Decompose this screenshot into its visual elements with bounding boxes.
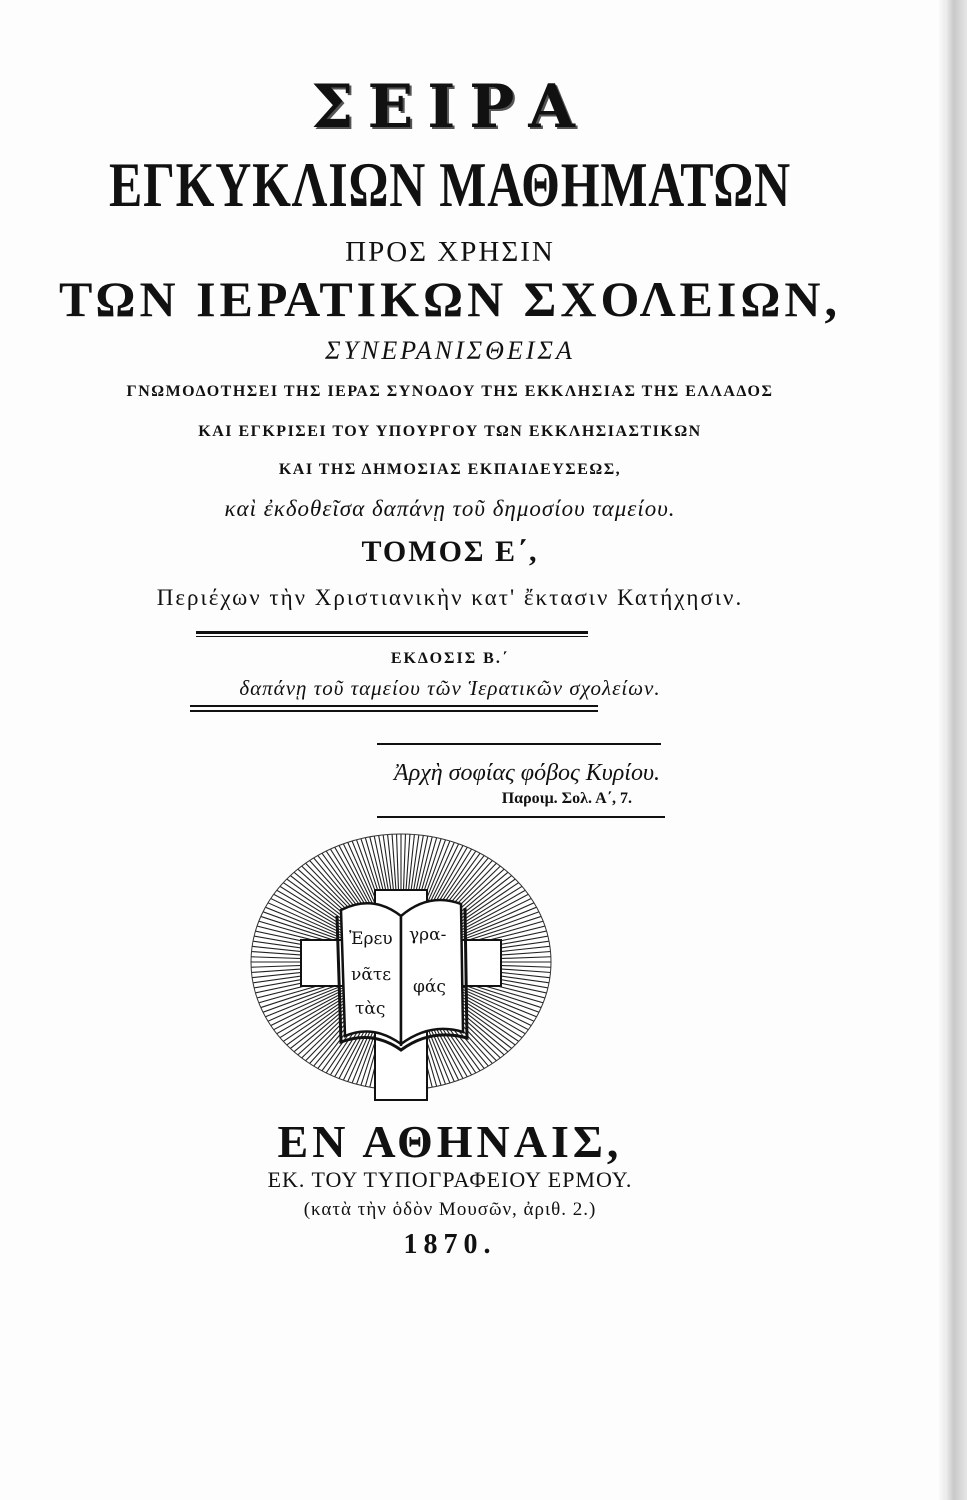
epigraph-source: Παροιμ. Σολ. Α΄, 7.: [501, 790, 632, 807]
book-text-right-1: γρα-: [409, 925, 447, 945]
volume-contents: Περιέχων τὴν Χριστιανικὴν κατ' ἔκτασιν Κατήχησιν.: [156, 585, 744, 610]
edition-label: ΕΚΔΟΣΙΣ Β.΄: [390, 650, 510, 667]
syneranistheisa-line: ΣΥΝΕΡΑΝΙΣΘΕΙΣΑ: [325, 336, 575, 365]
book-text-left-1: Ἐρευ: [349, 929, 393, 949]
double-rule-top-a: [196, 631, 588, 634]
subtitle-pros-chrisin: ΠΡΟΣ ΧΡΗΣΙΝ: [345, 236, 555, 268]
open-book-cross-icon: [245, 832, 557, 1104]
open-book: [337, 900, 467, 1050]
imprint-address: (κατὰ τὴν ὁδὸν Μουσῶν, ἀριθ. 2.): [303, 1199, 597, 1220]
imprint-year: 1870.: [403, 1229, 497, 1260]
epigraph-rule-top: [377, 743, 661, 745]
authority-line-3: ΚΑΙ ΤΗΣ ΔΗΜΟΣΙΑΣ ΕΚΠΑΙΔΕΥΣΕΩΣ,: [278, 461, 622, 478]
double-rule-top-b: [196, 636, 588, 637]
authority-line-1: ΓΝΩΜΟΔΟΤΗΣΕΙ ΤΗΣ ΙΕΡΑΣ ΣΥΝΟΔΟΥ ΤΗΣ ΕΚΚΛΗΣΙΑΣ ΤΗΣ ΕΛΛΑΔΟΣ: [126, 383, 774, 400]
epigraph-rule-bottom: [377, 816, 665, 818]
main-title: ΕΓΚΥΚΛΙΩΝ ΜΑΘΗΜΑΤΩΝ: [109, 149, 791, 220]
book-text-right-2: φάς: [413, 977, 446, 997]
double-rule-bottom-b: [190, 710, 598, 712]
series-heading: ΣΕΙΡΑ: [311, 72, 589, 142]
imprint-printer: ΕΚ. ΤΟΥ ΤΥΠΟΓΡΑΦΕΙΟΥ ΕΡΜΟΥ.: [267, 1167, 633, 1192]
page-edge-shadow: [937, 0, 945, 1500]
imprint-city: ΕΝ ΑΘΗΝΑΙΣ,: [277, 1116, 623, 1167]
edition-funding: δαπάνῃ τοῦ ταμείου τῶν Ἱερατικῶν σχολείων.: [239, 676, 661, 700]
publication-funding-line: καὶ ἐκδοθεῖσα δαπάνῃ τοῦ δημοσίου ταμείου.: [224, 496, 676, 521]
epigraph-quote: Ἀρχὴ σοφίας φόβος Κυρίου.: [394, 760, 660, 786]
authority-line-2: ΚΑΙ ΕΓΚΡΙΣΕΙ ΤΟΥ ΥΠΟΥΡΓΟΥ ΤΩΝ ΕΚΚΛΗΣΙΑΣΤΙΚΩΝ: [198, 423, 702, 440]
double-rule-bottom-a: [190, 705, 598, 707]
book-text-left-2: νᾶτε: [351, 965, 392, 985]
book-text-left-3: τὰς: [355, 999, 386, 1019]
subtitle-schools: ΤΩΝ ΙΕΡΑΤΙΚΩΝ ΣΧΟΛΕΙΩΝ,: [58, 271, 841, 327]
volume-number: ΤΟΜΟΣ Ε΄,: [361, 535, 539, 568]
page-edge: [945, 0, 967, 1500]
